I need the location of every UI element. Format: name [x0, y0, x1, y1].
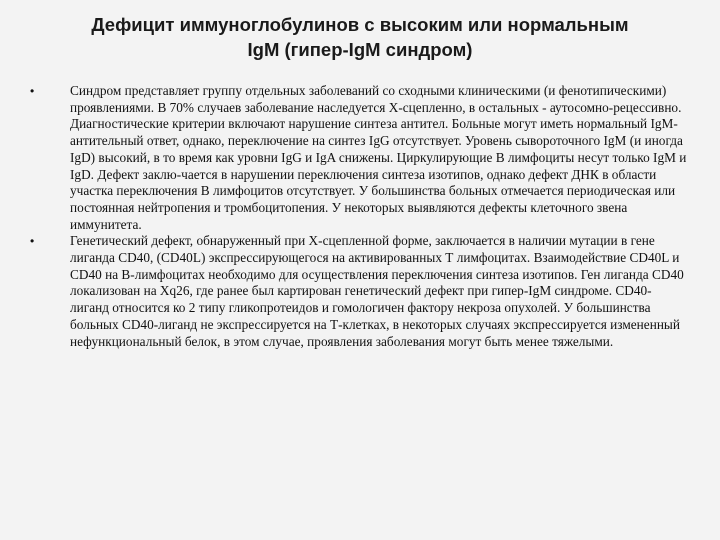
- bullet-list: [30, 83, 690, 350]
- slide-title-line-2: IgM (гипер-IgM синдром): [247, 39, 473, 60]
- bullet-marker-icon: •: [30, 84, 35, 98]
- bullet-text: Синдром представляет группу отдельных заболеваний со сходными клиническими (и фенотипическими) проявлениями. В 70% случаев заболевание наследуется Х-сцепленно, в остальных - аутосомно-рецессивно. Диагностические критерии включают нарушение синтеза антител. Больные могут иметь нормальный IgM-антительный ответ, однако, переключение на синтез IgG отсутствует. Уровень сывороточного IgM (и иногда IgD) высокий, в то время как уровни IgG и IgA снижены. Циркулирующие В лимфоциты несут только IgM и IgD. Дефект заклю-чается в нарушении переключения синтеза изотипов, однако дефект ДНК в области участка переключения В лимфоцитов отсутствует. У большинства больных отмечается периодическая или постоянная нейтропения и тромбоцитопения. У некоторых выявляются дефекты клеточного звена иммунитета.: [70, 83, 687, 232]
- bullet-item-1: [30, 83, 690, 233]
- slide-title: [20, 12, 700, 62]
- bullet-item-2: [30, 233, 690, 350]
- bullet-marker-icon: •: [30, 234, 35, 249]
- bullet-text: Генетический дефект, обнаруженный при Х-сцепленной форме, заключается в наличии мутации в гене лиганда CD40, (CD40L) экспрессирующегося на активированных Т лимфоцитах. Взаимодействие CD40L и CD40 на В-лимфоцитах необходимо для осуществления переключения синтеза изотипов. Ген лиганда CD40 локализован на Xq26, где ранее был картирован генетический дефект при гипер-IgM синдроме. CD40-лиганд относится ко 2 типу гликопротеидов и гомологичен фактору некроза опухолей. У большинства больных CD40-лиганд не экспрессируется на Т-клетках, в некоторых случаях экспрессируется измененный нефункциональный белок, в этом случае, проявления заболевания могут быть менее тяжелыми.: [70, 233, 684, 349]
- slide-title-line-1: Дефицит иммуноглобулинов с высоким или нормальным: [91, 14, 629, 35]
